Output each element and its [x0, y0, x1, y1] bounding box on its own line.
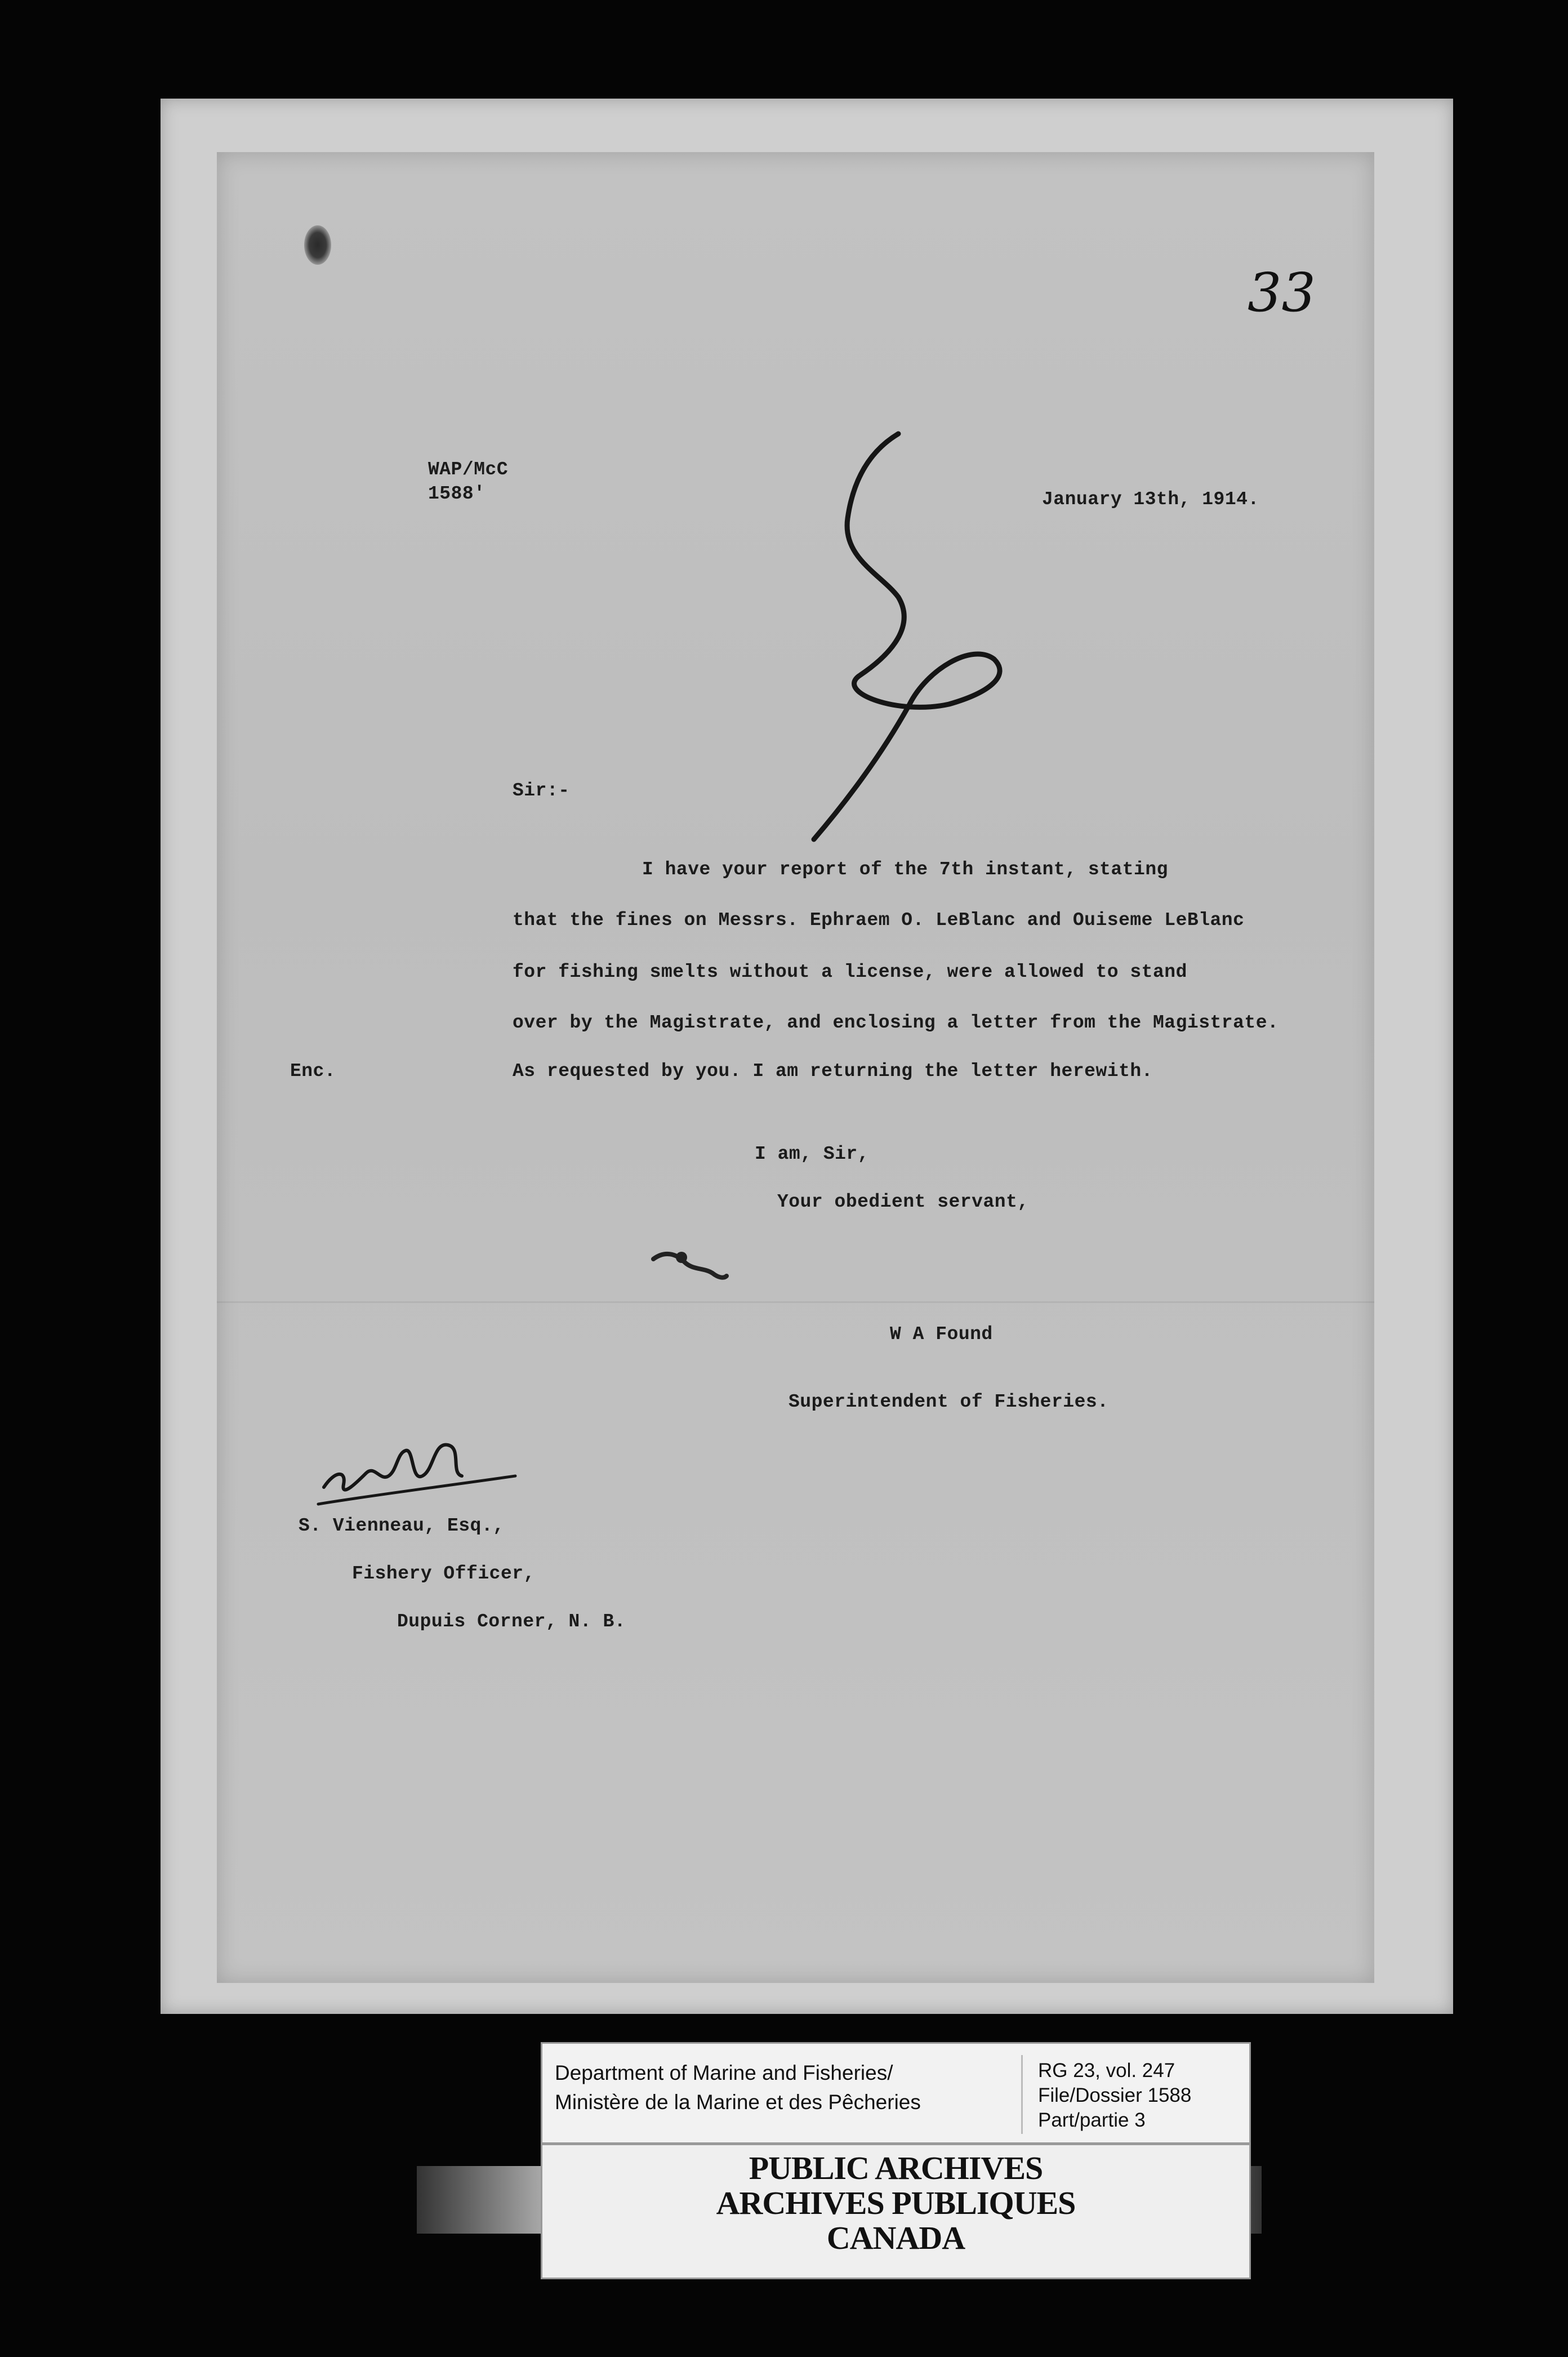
signatory-title: Superintendent of Fisheries.: [789, 1391, 1109, 1412]
punch-hole: [304, 225, 331, 265]
body-line: for fishing smelts without a license, were allowed to stand: [513, 962, 1187, 982]
stamp-line2: ARCHIVES PUBLIQUES: [716, 2185, 1076, 2221]
stamp-line3: CANADA: [826, 2220, 965, 2256]
closing-line2: Your obedient servant,: [777, 1191, 1029, 1212]
addressee-line2: Fishery Officer,: [352, 1563, 535, 1584]
handwritten-flourish: [786, 411, 1022, 862]
label-divider: [1021, 2055, 1023, 2134]
archive-stamp: [541, 2143, 1251, 2279]
department-fr: Ministère de la Marine et des Pêcheries: [555, 2091, 921, 2114]
file-number: File/Dossier 1588: [1038, 2084, 1192, 2106]
department-en: Department of Marine and Fisheries/: [555, 2061, 893, 2084]
file-ref-line1: WAP/McC: [428, 459, 509, 480]
stamp-text: [542, 2151, 1249, 2256]
letter-date: January 13th, 1914.: [1042, 489, 1259, 510]
closing-line1: I am, Sir,: [755, 1144, 870, 1164]
salutation: Sir:-: [513, 780, 570, 801]
enclosure-mark: Enc.: [290, 1061, 336, 1082]
signatory-name: W A Found: [890, 1324, 993, 1345]
page-number: 33: [1248, 262, 1316, 324]
body-line: I have your report of the 7th instant, stating: [642, 859, 1168, 880]
part-number: Part/partie 3: [1038, 2109, 1146, 2131]
handwritten-initials: [313, 1420, 527, 1515]
body-line: over by the Magistrate, and enclosing a letter from the Magistrate.: [513, 1012, 1279, 1033]
stamp-line1: PUBLIC ARCHIVES: [749, 2150, 1043, 2186]
file-ref-line2: 1588': [428, 483, 485, 504]
department-text: [555, 2058, 921, 2117]
fold-line: [217, 1301, 1374, 1303]
body-line: that the fines on Messrs. Ephraem O. LeBlanc and Ouiseme LeBlanc: [513, 910, 1245, 931]
reference-text: [1038, 2058, 1191, 2133]
body-line: As requested by you. I am returning the letter herewith.: [513, 1061, 1153, 1082]
record-group: RG 23, vol. 247: [1038, 2060, 1175, 2082]
ink-mark: [651, 1245, 729, 1284]
archive-label: [541, 2042, 1251, 2144]
addressee-line1: S. Vienneau, Esq.,: [299, 1515, 505, 1536]
letter-page: [217, 152, 1374, 1983]
addressee-line3: Dupuis Corner, N. B.: [397, 1611, 626, 1632]
